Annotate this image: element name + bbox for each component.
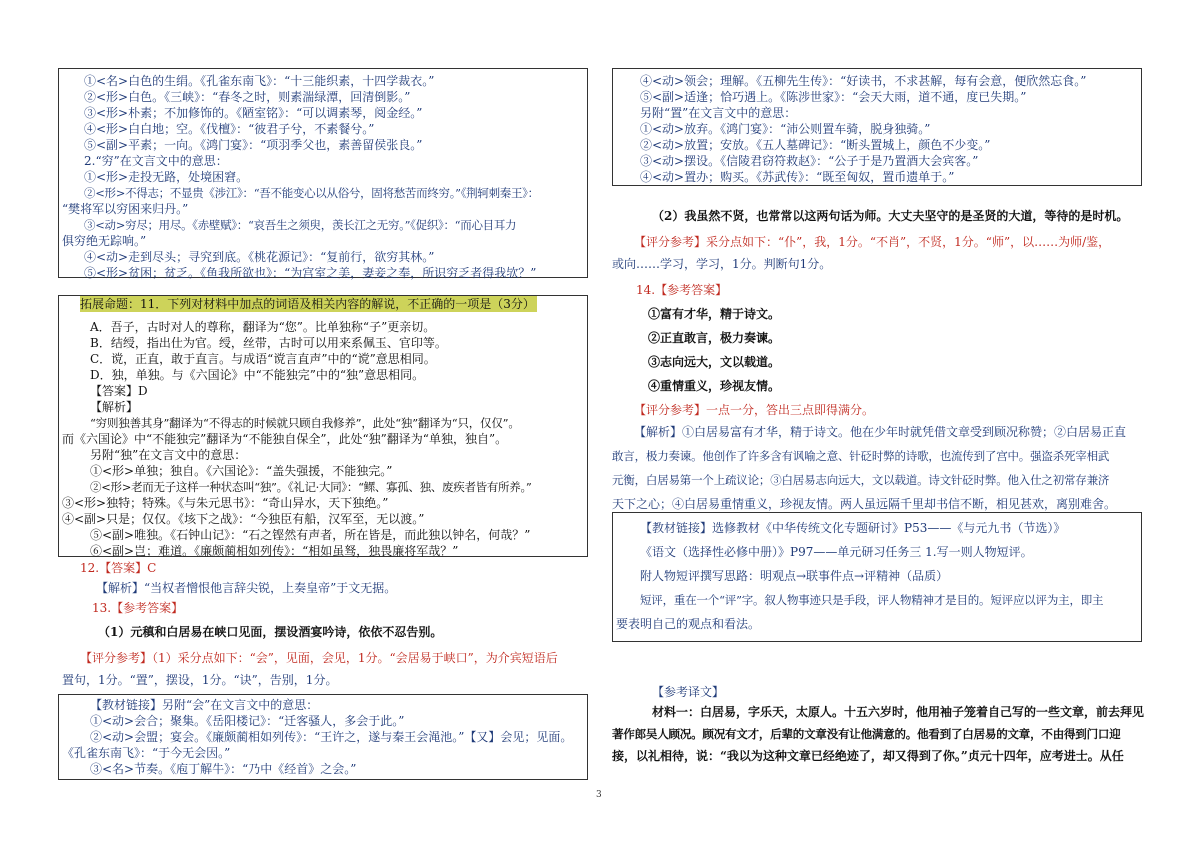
q13-answer-1: （1）元稹和白居易在峡口见面，摆设酒宴吟诗，依依不忍告别。 (98, 625, 443, 639)
analysis-line: ②<形>老而无子这样一种状态叫“独”。《礼记·大同》：“鳏、寡孤、独、废疾者皆有所养。” (90, 480, 532, 494)
extension-question-title: 拓展命题：11．下列对材料中加点的词语及相关内容的解说，不正确的一项是（3分） (80, 297, 535, 311)
analysis-line: ⑤<副>唯独。《石钟山记》：“石之铿然有声者，所在皆是，而此独以钟名，何哉？” (90, 528, 531, 542)
vocab-line: ②<形>白色。《三峡》：“春冬之时，则素湍绿潭，回清倒影。” (84, 90, 411, 104)
q14-item-2: ②正直敢言，极力奏谏。 (648, 331, 781, 345)
vocab-line: ①<名>白色的生绢。《孔雀东南飞》：“十三能织素，十四学裁衣。” (84, 74, 435, 88)
link-line: 【教材链接】选修教材《中华传统文化专题研讨》P53——《与元九书（节选）》 (640, 521, 1066, 535)
option-a: A．吾子，古时对人的尊称，翻译为“您”。比单独称“子”更亲切。 (90, 320, 436, 334)
q14-analysis-line: 敢言，极力奏谏。他创作了许多含有讽喻之意、针砭时弊的诗歌，也流传到了宫中。强盗杀死宰相武 (612, 449, 1110, 463)
link-line: ①<动>会合；聚集。《岳阳楼记》：“迁客骚人，多会于此。” (90, 714, 405, 728)
analysis-line: ③<形>独特；特殊。《与朱元思书》：“奇山异水，天下独绝。” (62, 496, 389, 510)
q14-label: 14.【参考答案】 (636, 283, 728, 297)
vocab-line: ④<动>置办；购买。《苏武传》：“既至匈奴，置币遗单于。” (640, 170, 955, 184)
analysis-line: “穷则独善其身”翻译为“不得志的时候就只顾自我修养”，此处“独”翻译为“只，仅仅”。 (90, 416, 520, 430)
vocab-line: ⑤<副>适逢；恰巧遇上。《陈涉世家》：“会天大雨，道不通，度已失期。” (640, 90, 1027, 104)
vocab-line: ③<动>穷尽；用尽。《赤壁赋》：“哀吾生之须臾，羡长江之无穷。”《促织》：“而心目耳力 (84, 218, 517, 232)
translation-label: 【参考译文】 (652, 685, 725, 699)
analysis-line: 而《六国论》中“不能独完”翻译为“不能独自保全”，此处“独”翻译为“单独，独自”。 (62, 432, 508, 446)
vocab-line: ⑤<副>平素；一向。《鸿门宴》：“项羽季父也，素善留侯张良。” (84, 138, 423, 152)
vocab-line: ③<形>朴素；不加修饰的。《陋室铭》：“可以调素琴，阅金经。” (84, 106, 423, 120)
q14-item-3: ③志向远大，文以载道。 (648, 355, 781, 369)
analysis-line: ⑥<副>岂；难道。《廉颇蔺相如列传》：“相如虽驽，独畏廉将军哉？” (90, 544, 459, 558)
vocab-line: ④<动>领会；理解。《五柳先生传》：“好读书，不求甚解，每有会意，便欣然忘食。” (640, 74, 1087, 88)
q13-answer-2: （2）我虽然不贤，也常常以这两句话为师。大丈夫坚守的是圣贤的大道，等待的是时机。 (652, 209, 1129, 223)
q14-analysis-line: 【解析】①白居易富有才华，精于诗文。他在少年时就凭借文章受到顾况称赞；②白居易正直 (634, 425, 1127, 439)
vocab-line: ④<形>白白地；空。《伐檀》：“彼君子兮，不素餐兮。” (84, 122, 375, 136)
q13-score-4: 或向……学习，学习，1分。判断句1分。 (612, 257, 832, 271)
q13-score-1 (80, 650, 558, 666)
translation-line: 接，以礼相待，说：“我以为这种文章已经绝迹了，却又得到了你。”贞元十四年，应考进士。从任 (612, 749, 1124, 763)
q13-label: 13.【参考答案】 (92, 601, 184, 615)
vocab-line: 俱穷绝无踪响。” (62, 234, 147, 248)
link-line: ③<名>节奏。《庖丁解牛》：“乃中《经首》之会。” (90, 762, 357, 776)
q12-label: 12.【答案】C (80, 561, 157, 575)
q12-analysis: 【解析】“当权者憎恨他言辞尖锐，上奏皇帝”于文无据。 (96, 581, 397, 595)
link-line: 【教材链接】另附“会”在文言文中的意思： (90, 698, 319, 712)
vocab-line: 另附“置”在文言文中的意思： (640, 106, 797, 120)
option-b: B．结绶，指出仕为官。绶，丝带，古时可以用来系佩玉、官印等。 (90, 336, 447, 350)
link-line: 《语文（选择性必修中册）》P97——单元研习任务三 1.写一则人物短评。 (640, 545, 1033, 559)
vocab-line: ①<动>放弃。《鸿门宴》：“沛公则置车骑，脱身独骑。” (640, 122, 931, 136)
q14-analysis-line: 元衡，白居易第一个上疏议论；③白居易志向远大，文以载道。诗文针砭时弊。他入仕之初常存兼济 (612, 473, 1110, 487)
vocab-line: ①<形>走投无路，处境困窘。 (84, 170, 249, 184)
q13-score-3: 【评分参考】采分点如下：“仆”，我，1分。“不肖”，不贤，1分。“师”，以……为师/鉴， (634, 235, 1111, 249)
analysis-label: 【解析】 (90, 400, 139, 414)
q14-item-1: ①富有才华，精于诗文。 (648, 307, 781, 321)
vocab-line: ②<形>不得志；不显贵《涉江》：“吾不能变心以从俗兮，固将愁苦而终穷。”《荆轲刺秦王》： (84, 186, 539, 200)
q13-score-2: 置句，1分。“置”，摆设，1分。“诀”，告别，1分。 (62, 673, 338, 687)
analysis-line: 另附“独”在文言文中的意思： (90, 448, 247, 462)
link-line: ②<动>会盟；宴会。《廉颇蔺相如列传》：“王许之，遂与秦王会渑池。”【又】会见；见面。 (90, 730, 573, 744)
option-d: D．独，单独。与《六国论》中“不能独完”中的“独”意思相同。 (90, 368, 425, 382)
analysis-line: ④<副>只是；仅仅。《垓下之战》：“今独臣有船，汉军至，无以渡。” (62, 512, 425, 526)
vocab-line: 2.“穷”在文言文中的意思： (84, 154, 228, 168)
vocab-line: ②<动>放置；安放。《五人墓碑记》：“断头置城上，颜色不少变。” (640, 138, 991, 152)
page-number: 3 (596, 790, 602, 800)
analysis-line: ①<形>单独；独自。《六国论》：“盖失强援，不能独完。” (90, 464, 393, 478)
translation-line: 材料一：白居易，字乐天，太原人。十五六岁时，他用袖子笼着自己写的一些文章，前去拜见 (652, 705, 1145, 719)
link-line: 《孔雀东南飞》：“于今无会因。” (62, 746, 231, 760)
link-line: 短评，重在一个“评”字。叙人物事迹只是手段，评人物精神才是目的。短评应以评为主，即主 (640, 593, 1104, 607)
translation-line: 著作郎吴人顾况。顾况有文才，后辈的文章没有让他满意的。他看到了白居易的文章，不由得到门口迎 (612, 727, 1121, 741)
vocab-line: ⑤<形>贫困；贫乏。《鱼我所欲也》：“为宫室之美，妻妾之奉，所识穷乏者得我欤？” (84, 266, 537, 280)
option-c: C．谠，正直，敢于直言。与成语“谠言直声”中的“谠”意思相同。 (90, 352, 436, 366)
q14-analysis-line: 天下之心；④白居易重情重义，珍视友情。两人虽远隔千里却书信不断，相见甚欢，离别难舍。 (612, 497, 1117, 511)
score-label: 【评分参考】（1）采分点如下：“会”，见面，会见，1分。“会居易于峡口”，为介宾短语后 (80, 651, 558, 665)
vocab-line: ④<动>走到尽头；寻究到底。《桃花源记》：“复前行，欲穷其林。” (84, 250, 435, 264)
answer-label: 【答案】D (90, 384, 148, 398)
vocab-line: ③<动>摆设。《信陵君窃符救赵》：“公子于是乃置酒大会宾客。” (640, 154, 979, 168)
link-line: 要表明自己的观点和看法。 (616, 617, 761, 631)
vocab-line: “樊将军以穷困来归丹。” (62, 202, 189, 216)
link-line: 附人物短评撰写思路：明观点→联事件点→评精神（品质） (640, 569, 949, 583)
q14-score: 【评分参考】一点一分，答出三点即得满分。 (634, 403, 875, 417)
q14-item-4: ④重情重义，珍视友情。 (648, 379, 781, 393)
